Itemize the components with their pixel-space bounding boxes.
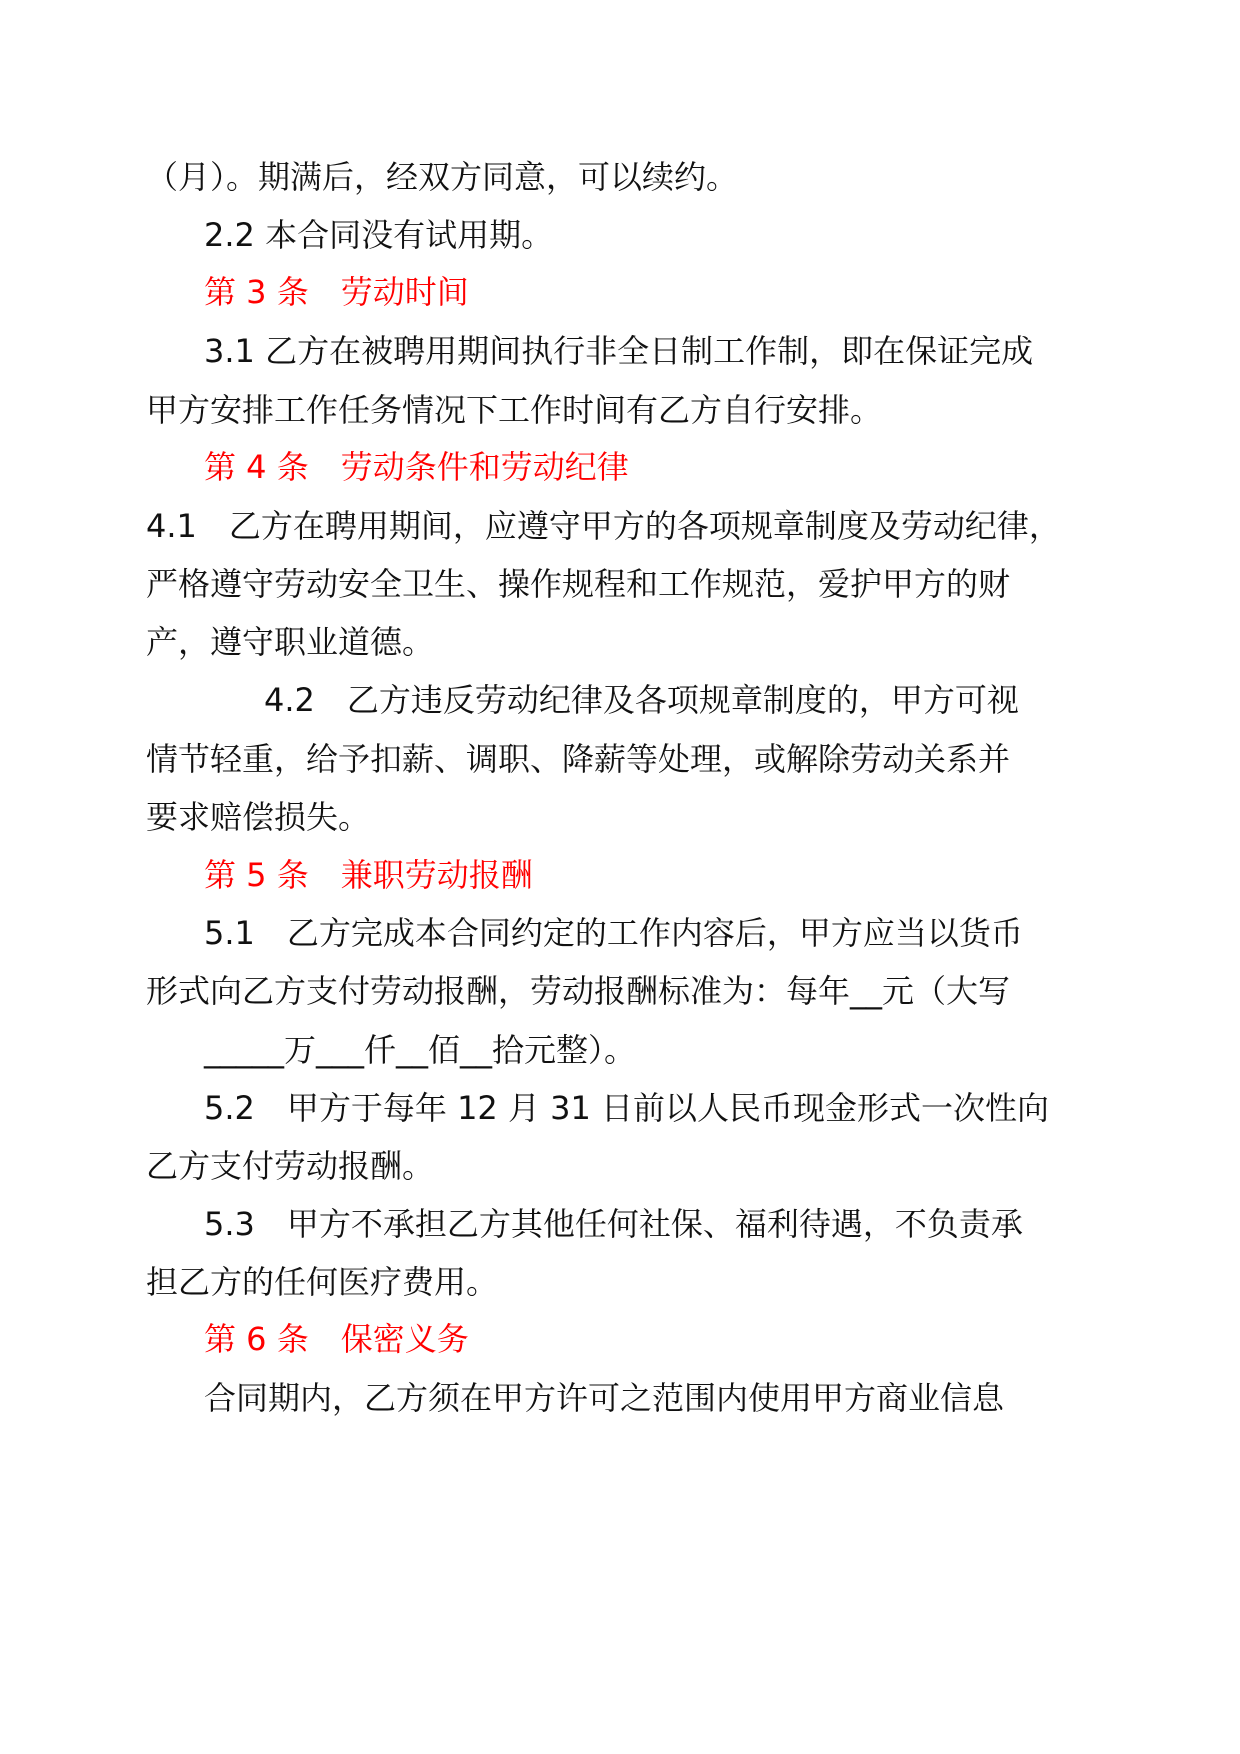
clause-5-1-amount: _____万___仟__佰__拾元整）。 xyxy=(204,1031,637,1069)
article-6-heading: 第 6 条 保密义务 xyxy=(204,1320,469,1358)
clause-4-1-end: 产，遵守职业道德。 xyxy=(146,623,435,661)
clause-5-2-continued: 乙方支付劳动报酬。 xyxy=(146,1147,435,1185)
clause-5-2: 5.2 甲方于每年 12 月 31 日前以人民币现金形式一次性向 xyxy=(204,1089,1050,1127)
clause-5-3-continued: 担乙方的任何医疗费用。 xyxy=(146,1263,499,1301)
clause-4-2-end: 要求赔偿损失。 xyxy=(146,798,371,836)
clause-4-1-continued: 严格遵守劳动安全卫生、操作规程和工作规范，爱护甲方的财 xyxy=(146,565,1011,603)
article-4-heading: 第 4 条 劳动条件和劳动纪律 xyxy=(204,448,629,486)
clause-4-1: 4.1 乙方在聘用期间，应遵守甲方的各项规章制度及劳动纪律， xyxy=(146,507,1061,545)
clause-2-2: 2.2 本合同没有试用期。 xyxy=(204,216,554,254)
clause-5-1-continued: 形式向乙方支付劳动报酬，劳动报酬标准为：每年__元（大写 xyxy=(146,972,1011,1010)
clause-3-1: 3.1 乙方在被聘用期间执行非全日制工作制，即在保证完成 xyxy=(204,332,1034,370)
clause-4-2-continued: 情节轻重，给予扣薪、调职、降薪等处理，或解除劳动关系并 xyxy=(146,740,1011,778)
paragraph-line: （月）。期满后，经双方同意，可以续约。 xyxy=(146,158,739,196)
clause-4-2: 4.2 乙方违反劳动纪律及各项规章制度的，甲方可视 xyxy=(264,681,1019,719)
clause-5-1: 5.1 乙方完成本合同约定的工作内容后，甲方应当以货币 xyxy=(204,914,1023,952)
clause-3-1-continued: 甲方安排工作任务情况下工作时间有乙方自行安排。 xyxy=(146,391,883,429)
article-5-heading: 第 5 条 兼职劳动报酬 xyxy=(204,856,533,894)
article-6-paragraph: 合同期内，乙方须在甲方许可之范围内使用甲方商业信息 xyxy=(204,1379,1005,1417)
article-3-heading: 第 3 条 劳动时间 xyxy=(204,273,469,311)
clause-5-3: 5.3 甲方不承担乙方其他任何社保、福利待遇，不负责承 xyxy=(204,1205,1023,1243)
